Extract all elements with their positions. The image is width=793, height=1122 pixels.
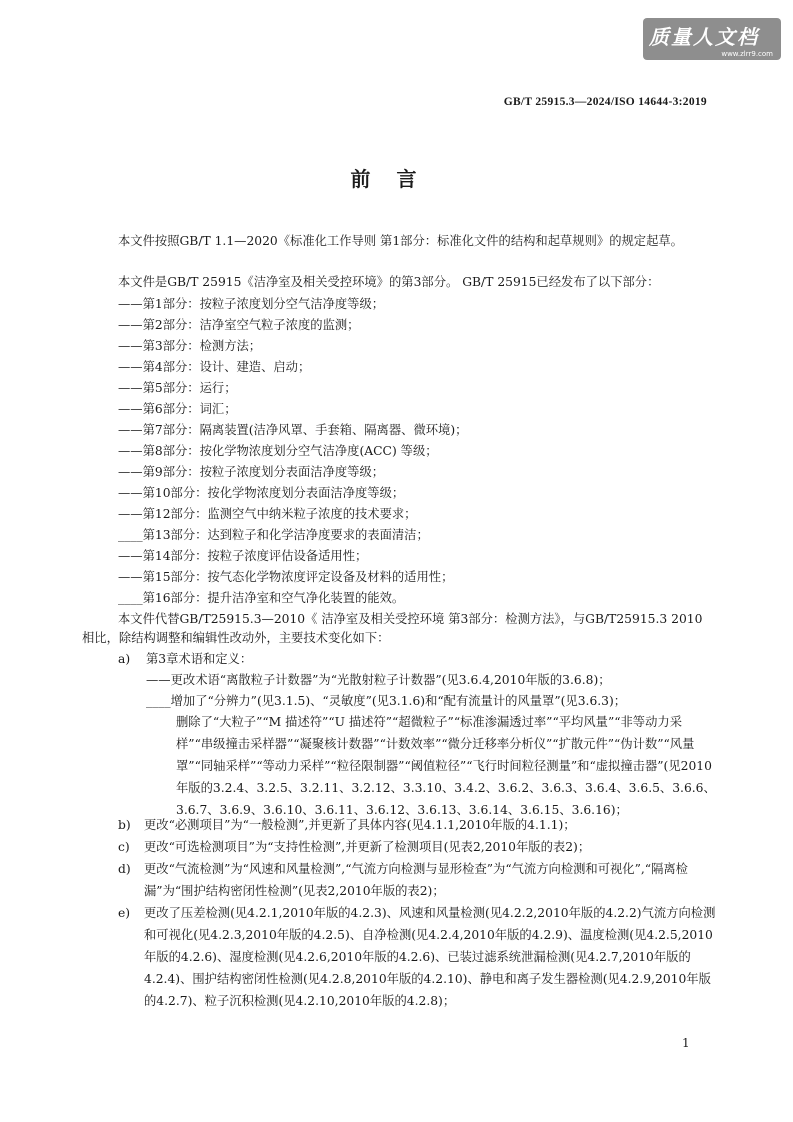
item-text: 更改“气流检测”为“风速和风量检测”,“气流方向检测与显形检查”为“气流方向检测和可视化”,“隔离检漏”为“围护结构密闭性检测”(见表2,2010年版的表2)； bbox=[144, 862, 688, 898]
change-subitem: ____增加了“分辨力”(见3.1.5)、“灵敏度”(见3.1.6)和“配有流量计的风量罩”(见3.6.3)； bbox=[146, 694, 627, 708]
intro-paragraph-2: 本文件是GB/T 25915《洁净室及相关受控环境》的第3部分。 GB/T 25915已经发布了以下部分： bbox=[118, 275, 660, 289]
change-subitem: ——更改术语“离散粒子计数器”为“光散射粒子计数器”(见3.6.4,2010年版的3.6.8)； bbox=[146, 673, 611, 687]
page-number: 1 bbox=[682, 1036, 690, 1050]
part-list-item: ——第9部分：按粒子浓度划分表面洁净度等级； bbox=[118, 465, 385, 479]
part-list-item: ——第3部分：检测方法； bbox=[118, 339, 262, 353]
part-list-item: ——第14部分：按粒子浓度评估设备适用性； bbox=[118, 549, 368, 563]
item-label: b) bbox=[118, 818, 131, 832]
part-list-item: ——第10部分：按化学物浓度划分表面洁净度等级； bbox=[118, 486, 405, 500]
part-list-item: ——第5部分：运行； bbox=[118, 381, 237, 395]
page-title: 前言 bbox=[350, 167, 443, 191]
part-list-item: ——第12部分：监测空气中纳米粒子浓度的技术要求； bbox=[118, 507, 417, 521]
item-text: 第3章术语和定义： bbox=[146, 652, 253, 666]
change-subitem: 删除了“大粒子”“M 描述符”“U 描述符”“超微粒子”“标准渗漏透过率”“平均风量”“非等动力采样”“串级撞击采样器”“凝聚核计数器”“计数效率”“微分迁移率分析仪”“扩散元件”“伪计数”“风量罩”“同轴采样”“等动力采样”“粒径限制器”“阈值粒径”“飞行时间粒径测量”和“虚拟撞击器”(见2010年版的3.2.4、3.2.5、3.2.11、3.2.12、3.3.10、3.4.2、3.6.2、3.6.3、3.6.4、3.6.5、3.6.6、3.6.7、3.6.9、3.6.10、3.6.11、3.6.12、3.6.13、3.6.14、3.6.15、3.6.16)； bbox=[176, 715, 716, 817]
part-list-item: ____第16部分：提升洁净室和空气净化装置的能效。 bbox=[118, 591, 405, 605]
part-list-item: ——第1部分：按粒子浓度划分空气洁净度等级； bbox=[118, 297, 385, 311]
part-list-item: ——第2部分：洁净室空气粒子浓度的监测； bbox=[118, 318, 360, 332]
part-list-item: ——第4部分：设计、建造、启动； bbox=[118, 360, 311, 374]
watermark-logo bbox=[643, 18, 781, 60]
part-list-item: ____第13部分：达到粒子和化学洁净度要求的表面清洁； bbox=[118, 528, 429, 542]
part-list-item: ——第8部分：按化学物浓度划分空气洁净度(ACC) 等级； bbox=[118, 444, 438, 458]
item-label: a) bbox=[118, 652, 131, 666]
logo-url: www.zlrr9.com bbox=[721, 50, 773, 58]
item-label: e) bbox=[118, 906, 131, 920]
logo-text: 质量人文档 bbox=[649, 25, 759, 49]
item-label: d) bbox=[118, 862, 131, 876]
intro-paragraph-1: 本文件按照GB/T 1.1—2020《标准化工作导则 第1部分：标准化文件的结构和起草规则》的规定起草。 bbox=[118, 234, 683, 248]
item-text: 更改“可选检测项目”为“支持性检测”,并更新了检测项目(见表2,2010年版的表2)； bbox=[144, 840, 591, 854]
replacement-paragraph: 本文件代替GB/T25915.3—2010《 洁净室及相关受控环境 第3部分：检测方法》，与GB/T25915.3 2010相比，除结构调整和编辑性改动外，主要技术变化如下： bbox=[82, 612, 703, 645]
item-text: 更改了压差检测(见4.2.1,2010年版的4.2.3)、风速和风量检测(见4.2.2,2010年版的4.2.2)气流方向检测和可视化(见4.2.3,2010年版的4.2.5)、自净检测(见4.2.4,2010年版的4.2.9)、温度检测(见4.2.5,2010年版的4.2.6)、湿度检测(见4.2.6,2010年版的4.2.6)、已装过滤系统泄漏检测(见4.2.7,2010年版的4.2.4)、围护结构密闭性检测(见4.2.8,2010年版的4.2.10)、静电和离子发生器检测(见4.2.9,2010年版的4.2.7)、粒子沉积检测(见4.2.10,2010年版的4.2.8)； bbox=[144, 906, 716, 1008]
standard-number: GB/T 25915.3—2024/ISO 14644-3:2019 bbox=[503, 96, 707, 108]
item-text: 更改“必测项目”为“一般检测”,并更新了具体内容(见4.1.1,2010年版的4.1.1)； bbox=[144, 818, 576, 832]
item-label: c) bbox=[118, 840, 130, 854]
part-list-item: ——第6部分：词汇； bbox=[118, 402, 237, 416]
part-list-item: ——第15部分：按气态化学物浓度评定设备及材料的适用性； bbox=[118, 570, 454, 584]
part-list-item: ——第7部分：隔离装置(洁净风罩、手套箱、隔离器、微环境)； bbox=[118, 423, 468, 437]
